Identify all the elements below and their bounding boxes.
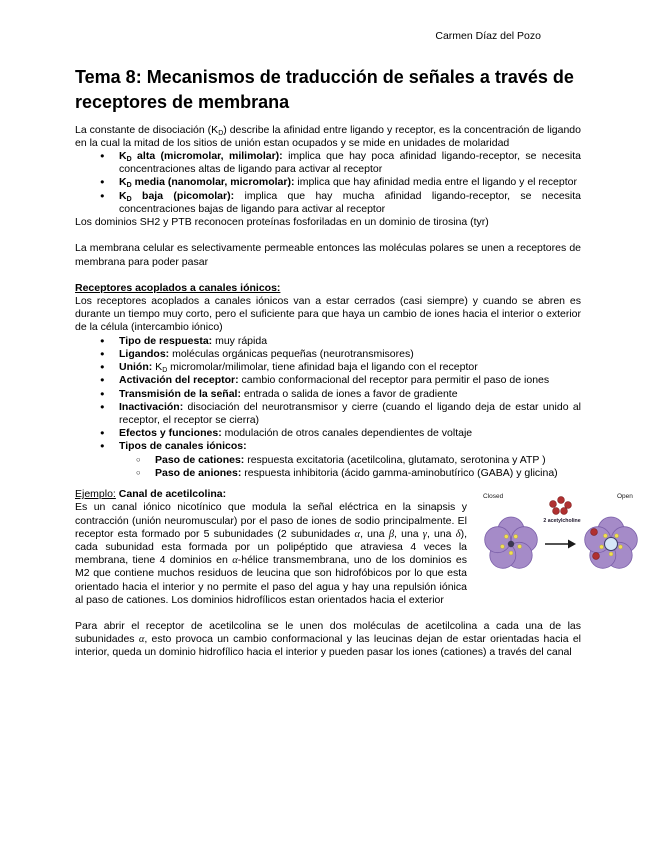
open-label: Open	[617, 493, 633, 501]
receptor-states-diagram	[475, 488, 647, 584]
kd-alta-item	[75, 150, 581, 176]
bound-acetylcholine-2	[593, 553, 600, 560]
paso-cationes-item: ○ Paso de cationes: respuesta excitatoria (acetilcolina, glutamato, serotonina y ATP )	[119, 454, 581, 467]
transition-arrow	[545, 540, 576, 549]
transmision-item: ● Transmisión de la señal: entrada o salida de iones a favor de gradiente	[75, 388, 581, 401]
open-pore	[605, 538, 618, 551]
sh2-ptb-paragraph: Los dominios SH2 y PTB reconocen proteínas fosforiladas en un dominio de tirosina (tyr)	[75, 216, 489, 229]
ion-channel-receptors-intro: Los receptores acoplados a canales iónicos van a estar cerrados (casi siempre) y cuando se abren es durante un tiempo muy corto, pero el suficiente para que haya un cambio de iones hacia el interior o exterior de la célula (intercambio iónico)	[75, 295, 581, 334]
author-name: Carmen Díaz del Pozo	[435, 30, 541, 42]
kd-baja-item	[75, 190, 581, 216]
open-receptor-diagram	[585, 517, 638, 568]
bound-acetylcholine-1	[591, 529, 598, 536]
intro-text-pre: La constante de disociación (	[75, 123, 212, 136]
acetylcholine-channel-figure	[475, 488, 647, 584]
closed-pore	[508, 541, 514, 547]
kd-media-text: implica que hay afinidad media entre el ligando y el receptor	[294, 176, 577, 189]
channel-types-list	[119, 454, 581, 480]
example-label: Ejemplo:	[75, 488, 116, 501]
acetylcholine-label: 2 acetylcholine	[543, 518, 581, 525]
kd-symbol: $K_D$	[211, 123, 224, 137]
tipo-de-respuesta-item: ● Tipo de respuesta: muy rápida	[75, 335, 581, 348]
delta-symbol: δ	[455, 528, 461, 540]
page-title: Tema 8: Mecanismos de traducción de señales a través de receptores de membrana	[75, 67, 574, 113]
kd-symbol: $K_D$	[155, 361, 168, 375]
kd-baja-label: $K_D$ baja (picomolar):	[119, 189, 235, 203]
kd-alta-label: $K_D$ alta (micromolar, milimolar):	[119, 150, 283, 164]
paso-aniones-item: ○ Paso de aniones: respuesta inhibitoria (ácido gamma-aminobutírico (GABA) y glicina)	[119, 467, 581, 480]
kd-media-label: $K_D$ media (nanomolar, micromolar):	[119, 176, 295, 190]
opening-mechanism-paragraph: Para abrir el receptor de acetilcolina se le unen dos moléculas de acetilcolina a cada una de las subunidades α, esto provoca un cambio conformacional y las leucinas dejan de estar orientadas hacia el interior, queda un dominio hidrofílico hacia el interior y pueden pasar los iones (cationes) a través del canal	[75, 620, 581, 659]
kd-media-item	[75, 176, 581, 189]
alpha-symbol: α	[232, 555, 238, 567]
receptor-properties-list	[75, 335, 581, 480]
gamma-symbol: γ	[422, 528, 427, 540]
kd-baja-text: implica que hay mucha afinidad ligando-receptor, se necesita concentraciones bajas de ligando para activar al receptor	[119, 189, 582, 215]
tipos-canales-item: ● Tipos de canales iónicos: ○ Paso de cationes: respuesta excitatoria (acetilcolina, glutamato, serotonina y ATP ) ○ Paso de aniones: respuesta inhibitoria (ácido gamma-aminobutírico (GABA) y glicina)	[75, 440, 581, 480]
kd-affinity-list	[75, 150, 581, 216]
ligandos-item: ● Ligandos: moléculas orgánicas pequeñas (neurotransmisores)	[75, 348, 581, 361]
ion-channel-receptors-heading: Receptores acoplados a canales iónicos:	[75, 281, 281, 294]
example-section	[75, 488, 633, 607]
example-title: Canal de acetilcolina:	[115, 488, 227, 501]
kd-intro-paragraph	[75, 124, 581, 150]
membrane-paragraph: La membrana celular es selectivamente permeable entonces las moléculas polares se unen a receptores de membrana para poder pasar	[75, 242, 581, 268]
activacion-item: ● Activación del receptor: cambio conformacional del receptor para permitir el paso de iones	[75, 374, 581, 387]
closed-label: Closed	[483, 493, 504, 501]
inactivacion-item: ● Inactivación: disociación del neurotransmisor y cierre (cuando el ligando deja de estar unido al receptor, el receptor se cierra)	[75, 401, 581, 427]
example-paragraph: Es un canal iónico nicotínico que modula la señal eléctrica en la sinapsis y contracción (unión neuromuscular) por el paso de iones de sodio principalmente. El receptor esta formado por 5 subunidades (2 subunidades α, una β, una γ, una δ), cada subunidad esta formada por un polipéptido que atraviesa 4 veces la membrana, tiene 4 dominios en α-hélice transmembrana, uno de los dominios es M2 que contiene muchos residuos de leucina que son hidrofóbicos por lo que esta orientado hacia el interior y no permite el paso del agua y hay una repulsión iónica al paso de cationes. Los dominios hidrofílicos estan orientados hacia el exterior	[75, 501, 467, 606]
acetylcholine-molecules	[550, 497, 572, 515]
kd-alta-text: implica que hay poca afinidad ligando-receptor, se necesita concentraciones altas de ligando para activar al receptor	[119, 150, 581, 176]
alpha-symbol: α	[354, 528, 361, 540]
beta-symbol: β	[388, 528, 395, 540]
closed-receptor-diagram	[485, 517, 538, 568]
intro-text-post: ) describe la afinidad entre ligando y receptor, es la concentración de ligando en la cual la mitad de los sitios de unión estan ocupados y se mide en unidades de molaridad	[75, 123, 581, 149]
alpha-symbol: α	[138, 634, 145, 646]
efectos-item: ● Efectos y funciones: modulación de otros canales dependientes de voltaje	[75, 427, 581, 440]
union-item: ● Unión: $K_D$ micromolar/milimolar, tiene afinidad baja el ligando con el receptor	[75, 361, 581, 374]
